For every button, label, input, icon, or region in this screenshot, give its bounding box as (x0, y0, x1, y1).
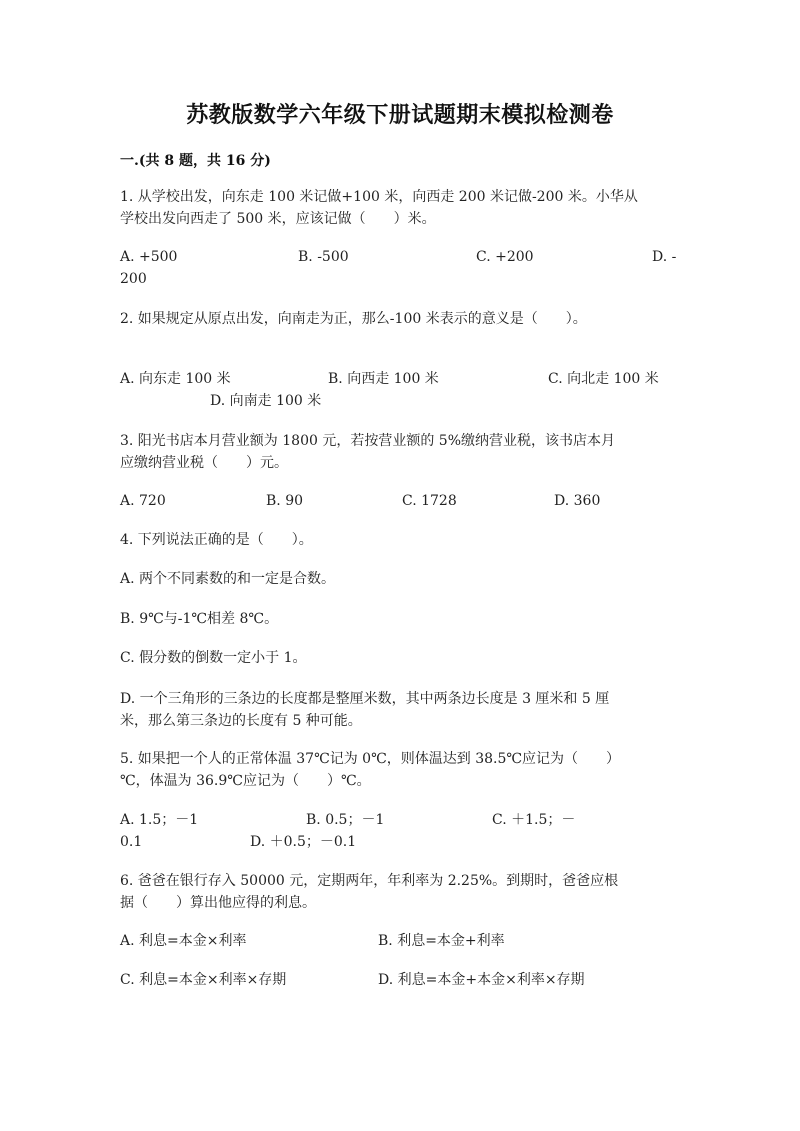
question-1-option-c[interactable]: C. +200 (476, 249, 534, 265)
question-2-option-b[interactable]: B. 向西走 100 米 (328, 371, 439, 387)
question-6-options-row-2 (120, 969, 680, 991)
question-4-option-c[interactable]: C. 假分数的倒数一定小于 1。 (120, 650, 307, 666)
question-6-option-d[interactable]: D. 利息=本金+本金×利率×存期 (378, 972, 585, 988)
question-4-option-b[interactable]: B. 9℃与-1℃相差 8℃。 (120, 611, 279, 627)
question-5-options-row-2 (120, 831, 680, 853)
question-3-option-d[interactable]: D. 360 (554, 493, 601, 509)
question-4-option-d-line-1[interactable]: D. 一个三角形的三条边的长度都是整厘米数，其中两条边长度是 3 厘米和 5 厘 (120, 691, 610, 707)
question-4-option-d-line-2: 米，那么第三条边的长度有 5 种可能。 (120, 713, 362, 729)
section-heading: 一.(共 8 题，共 16 分) (120, 153, 271, 169)
question-1-option-a[interactable]: A. +500 (120, 249, 178, 265)
question-2-option-c[interactable]: C. 向北走 100 米 (548, 371, 659, 387)
question-1-option-d-continued: 200 (120, 271, 147, 287)
question-4-option-a[interactable]: A. 两个不同素数的和一定是合数。 (120, 571, 336, 587)
question-5-stem-line-1: 5. 如果把一个人的正常体温 37℃记为 0℃，则体温达到 38.5℃应记为（ ） (120, 751, 621, 767)
question-6-stem-line-1: 6. 爸爸在银行存入 50000 元，定期两年，年利率为 2.25%。到期时，爸爸应根 (120, 873, 619, 889)
question-2-options (120, 368, 680, 390)
question-6-option-b[interactable]: B. 利息=本金+利率 (378, 933, 505, 949)
question-6-stem-line-2: 据（ ）算出他应得的利息。 (120, 895, 316, 911)
question-6-options-row-1 (120, 930, 680, 952)
question-3-stem-line-2: 应缴纳营业税（ ）元。 (120, 455, 288, 471)
question-1-option-b[interactable]: B. -500 (298, 249, 349, 265)
question-5-option-d[interactable]: D. ＋0.5；－0.1 (250, 834, 357, 850)
question-5-stem-line-2: ℃，体温为 36.9℃应记为（ ）℃。 (120, 773, 371, 789)
question-2-options-row-2 (120, 390, 680, 412)
question-5-options (120, 809, 680, 831)
question-1-options (120, 246, 680, 268)
question-4-stem: 4. 下列说法正确的是（ ）。 (120, 532, 313, 548)
question-1-stem-line-1: 1. 从学校出发，向东走 100 米记做+100 米，向西走 200 米记做-200 米。小华从 (120, 189, 638, 205)
question-3-options (120, 490, 680, 512)
question-6-option-c[interactable]: C. 利息=本金×利率×存期 (120, 972, 287, 988)
question-3-stem-line-1: 3. 阳光书店本月营业额为 1800 元，若按营业额的 5%缴纳营业税，该书店本月 (120, 433, 615, 449)
question-5-option-b[interactable]: B. 0.5；－1 (306, 812, 385, 828)
question-5-option-c[interactable]: C. ＋1.5；－ (492, 812, 576, 828)
question-2-option-d[interactable]: D. 向南走 100 米 (210, 393, 322, 409)
question-1-stem-line-2: 学校出发向西走了 500 米，应该记做（ ）米。 (120, 211, 436, 227)
question-3-option-a[interactable]: A. 720 (120, 493, 166, 509)
question-5-option-a[interactable]: A. 1.5；－1 (120, 812, 199, 828)
question-3-option-b[interactable]: B. 90 (266, 493, 304, 509)
question-6-option-a[interactable]: A. 利息=本金×利率 (120, 933, 247, 949)
question-2-stem: 2. 如果规定从原点出发，向南走为正，那么-100 米表示的意义是（ ）。 (120, 311, 587, 327)
page-title: 苏教版数学六年级下册试题期末模拟检测卷 (186, 102, 614, 128)
question-3-option-c[interactable]: C. 1728 (402, 493, 457, 509)
question-2-option-a[interactable]: A. 向东走 100 米 (120, 371, 231, 387)
question-5-option-c-continued: 0.1 (120, 834, 143, 850)
question-1-option-d[interactable]: D. - (652, 249, 677, 265)
